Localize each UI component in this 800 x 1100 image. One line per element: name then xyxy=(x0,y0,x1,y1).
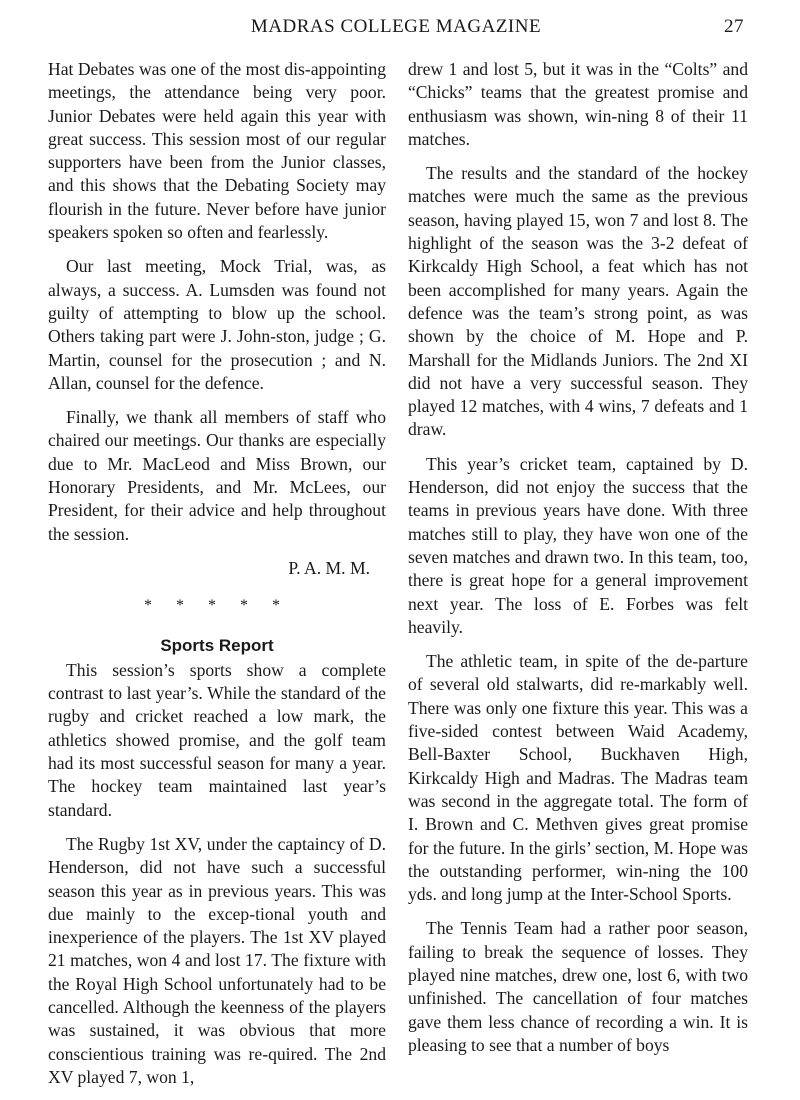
sports-report-heading: Sports Report xyxy=(160,635,274,655)
debates-paragraph: Hat Debates was one of the most dis-appointing meetings, the attendance being very poor. Junior Debates were held again this year with great success. This session most of our regular supporters have been from the Junior classes, and this shows that the Debating Society may flourish in the future. Never before have junior speakers spoken so often and fearlessly. xyxy=(48,59,386,243)
left-column xyxy=(48,58,386,1100)
magazine-title: MADRAS COLLEGE MAGAZINE xyxy=(250,16,542,37)
page-number: 27 xyxy=(724,16,744,37)
sports-intro-paragraph: This session’s sports show a complete contrast to last year’s. While the standard of the rugby and cricket reached a low mark, the athletics showed promise, and the golf team had its most successful season for many a year. The hockey team maintained last year’s standard. xyxy=(48,659,386,820)
thanks-paragraph: Finally, we thank all members of staff who chaired our meetings. Our thanks are especially due to Mr. MacLeod and Miss Brown, our Honorary Presidents, and Mr. McLees, our President, for their advice and help throughout the session. xyxy=(48,407,386,544)
tennis-paragraph: The Tennis Team had a rather poor season, failing to break the sequence of losses. They played nine matches, drew one, lost 6, with two unfinished. The cancellation of four matches gave them less chance of recording a win. It is pleasing to see that a number of boys xyxy=(408,918,748,1055)
rugby-continued-paragraph: drew 1 and lost 5, but it was in the “Colts” and “Chicks” teams that the greatest promise and enthusiasm was shown, win-ning 8 of their 11 matches. xyxy=(408,59,748,149)
athletics-paragraph: The athletic team, in spite of the de-parture of several old stalwarts, did re-markably well. There was only one fixture this year. This was a five-sided contest between Waid Academy, Bell-Baxter School, Buckhaven High, Kirkcaldy High and Madras. The Madras team was second in the aggregate total. The form of I. Brown and C. Methven gives great promise for the future. In the girls’ section, M. Hope was the outstanding performer, win-ning the 100 yds. and long jump at the Inter-School Sports. xyxy=(408,651,748,905)
section-separator: * * * * * xyxy=(144,597,290,615)
signature: P. A. M. M. xyxy=(288,557,370,578)
page-header xyxy=(48,16,744,46)
mock-trial-paragraph: Our last meeting, Mock Trial, was, as always, a success. A. Lumsden was found not guilty of attempting to blow up the school. Others taking part were J. John-ston, judge ; G. Martin, counsel for the prosecution ; and N. Allan, counsel for the defence. xyxy=(48,256,386,393)
right-column xyxy=(408,58,748,1068)
rugby-paragraph: The Rugby 1st XV, under the captaincy of D. Henderson, did not have such a successful season this year as in previous years. This was due mainly to the excep-tional youth and inexperience of the players. The 1st XV played 21 matches, won 4 and lost 17. The fixture with the Royal High School unfortunately had to be cancelled. Although the keenness of the players was sustained, it was obvious that more conscientious training was re-quired. The 2nd XV played 7, won 1, xyxy=(48,833,386,1087)
hockey-paragraph: The results and the standard of the hockey matches were much the same as the previous season, having played 15, won 7 and lost 8. The highlight of the season was the 3-2 defeat of Kirkcaldy High School, a feat which has not been accomplished for many years. Again the defence was the team’s strong point, as was shown by the choice of M. Hope and P. Marshall for the Midlands Juniors. The 2nd XI did not have a very successful season. They played 12 matches, with 4 wins, 7 defeats and 1 draw. xyxy=(408,163,748,440)
cricket-paragraph: This year’s cricket team, captained by D. Henderson, did not enjoy the success that the teams in previous years have done. With three matches still to play, they have won one of the seven matches and drawn two. In this team, too, there is great hope for a general improvement next year. The loss of E. Forbes was felt heavily. xyxy=(408,453,748,637)
